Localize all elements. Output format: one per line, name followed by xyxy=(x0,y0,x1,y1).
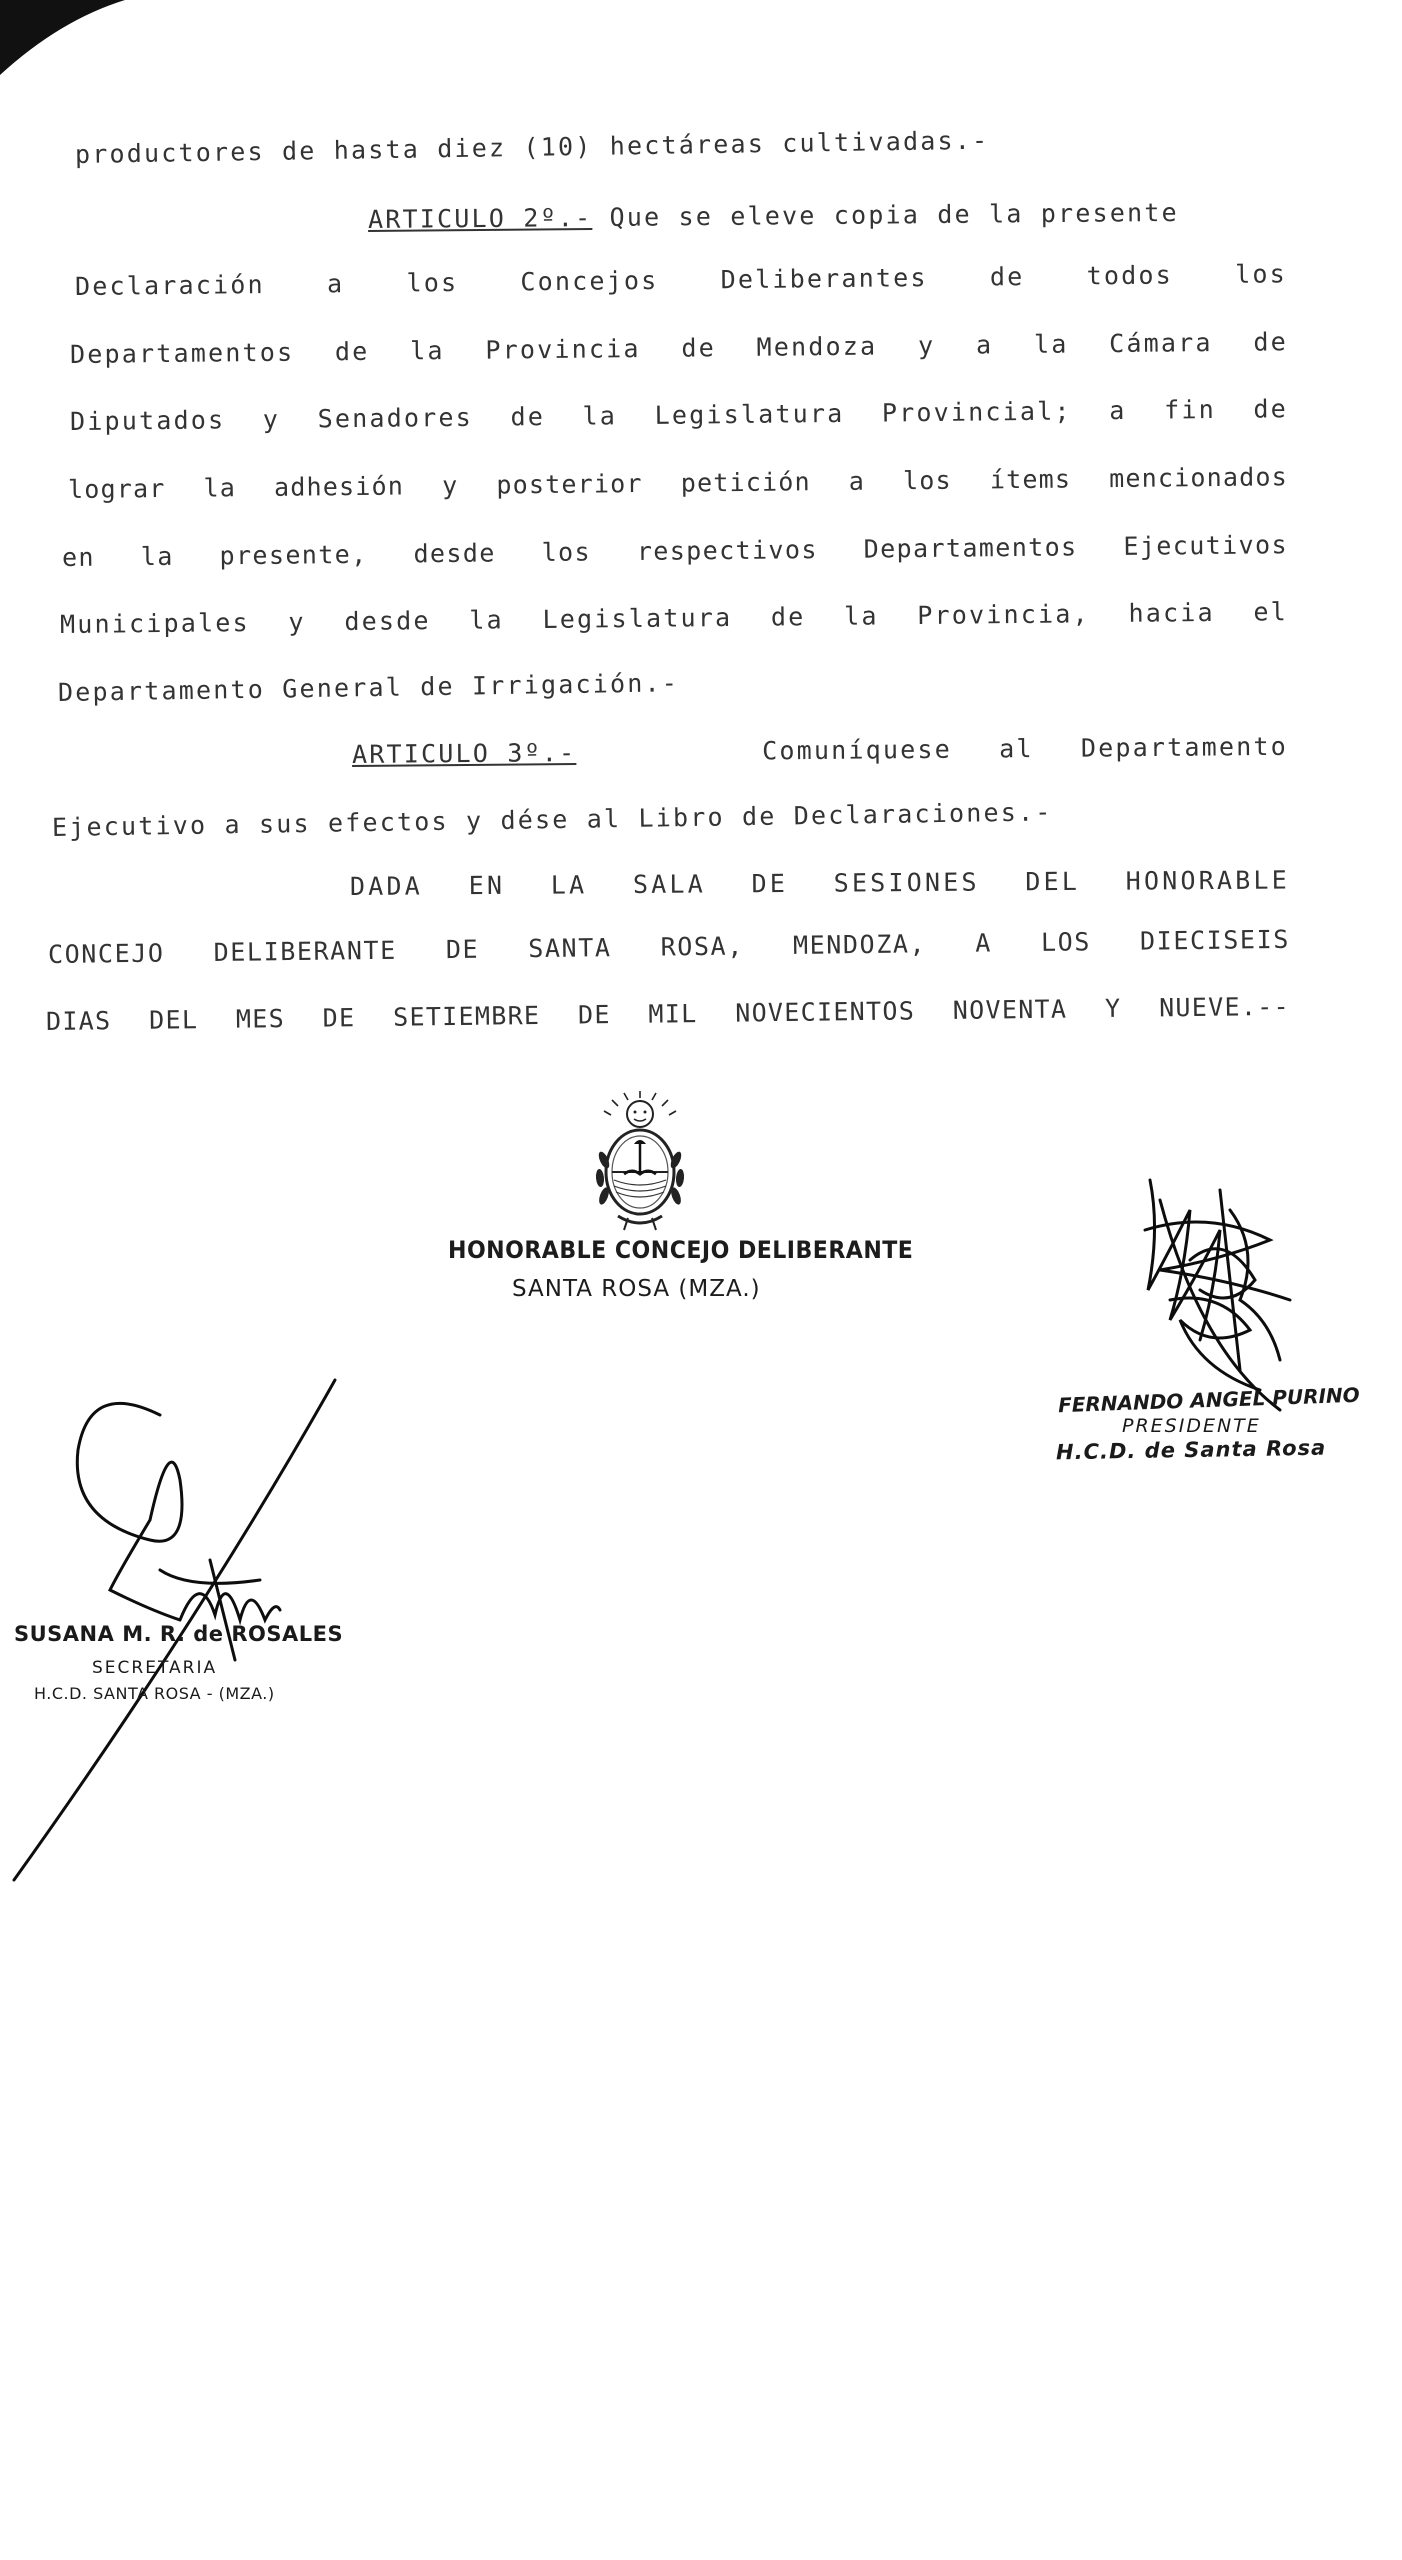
president-name: FERNANDO ANGEL PURINO xyxy=(1057,1382,1361,1418)
secretary-org: H.C.D. SANTA ROSA - (MZA.) xyxy=(34,1684,275,1703)
article-2-text: Que se eleve copia de la presente xyxy=(609,197,1179,232)
body-line-14: DIAS DEL MES DE SETIEMBRE DE MIL NOVECIENTOS NOVENTA Y NUEVE.-- xyxy=(45,991,1291,1036)
body-line-8: Municipales y desde la Legislatura de la Provincia, hacia el xyxy=(59,597,1289,639)
article-3-text: Comuníquese al Departamento xyxy=(762,731,1289,766)
article-3-line xyxy=(352,732,1288,769)
body-line-3: Declaración a los Concejos Deliberantes de todos los xyxy=(74,259,1288,301)
president-title: PRESIDENTE xyxy=(1122,1415,1261,1437)
secretary-title: SECRETARIA xyxy=(92,1658,218,1678)
article-3-heading: ARTICULO 3º.- xyxy=(351,738,577,769)
scan-corner-shadow xyxy=(0,0,130,80)
coat-of-arms-seal xyxy=(580,1090,700,1235)
president-org: H.C.D. de Santa Rosa xyxy=(1055,1435,1327,1465)
stamp-location: SANTA ROSA (MZA.) xyxy=(512,1276,761,1302)
body-line-7: en la presente, desde los respectivos Departamentos Ejecutivos xyxy=(61,530,1289,572)
body-line-11: Ejecutivo a sus efectos y dése al Libro de Declaraciones.- xyxy=(51,797,1053,842)
stamp-institution: HONORABLE CONCEJO DELIBERANTE xyxy=(448,1236,914,1264)
body-line-6: lograr la adhesión y posterior petición a los ítems mencionados xyxy=(67,462,1289,504)
article-2-line xyxy=(368,197,1288,234)
body-line-12: DADA EN LA SALA DE SESIONES DEL HONORABLE xyxy=(349,865,1291,901)
article-2-heading: ARTICULO 2º.- xyxy=(367,203,593,234)
body-line-5: Diputados y Senadores de la Legislatura Provincial; a fin de xyxy=(69,394,1289,436)
president-signature xyxy=(1130,1170,1330,1420)
secretary-name: SUSANA M. R. de ROSALES xyxy=(14,1622,344,1646)
body-line-1: productores de hasta diez (10) hectáreas cultivadas.- xyxy=(74,125,990,169)
body-line-9: Departamento General de Irrigación.- xyxy=(57,668,680,707)
body-line-13: CONCEJO DELIBERANTE DE SANTA ROSA, MENDOZA, A LOS DIECISEIS xyxy=(47,924,1291,969)
body-line-4: Departamentos de la Provincia de Mendoza y a la Cámara de xyxy=(69,327,1289,369)
